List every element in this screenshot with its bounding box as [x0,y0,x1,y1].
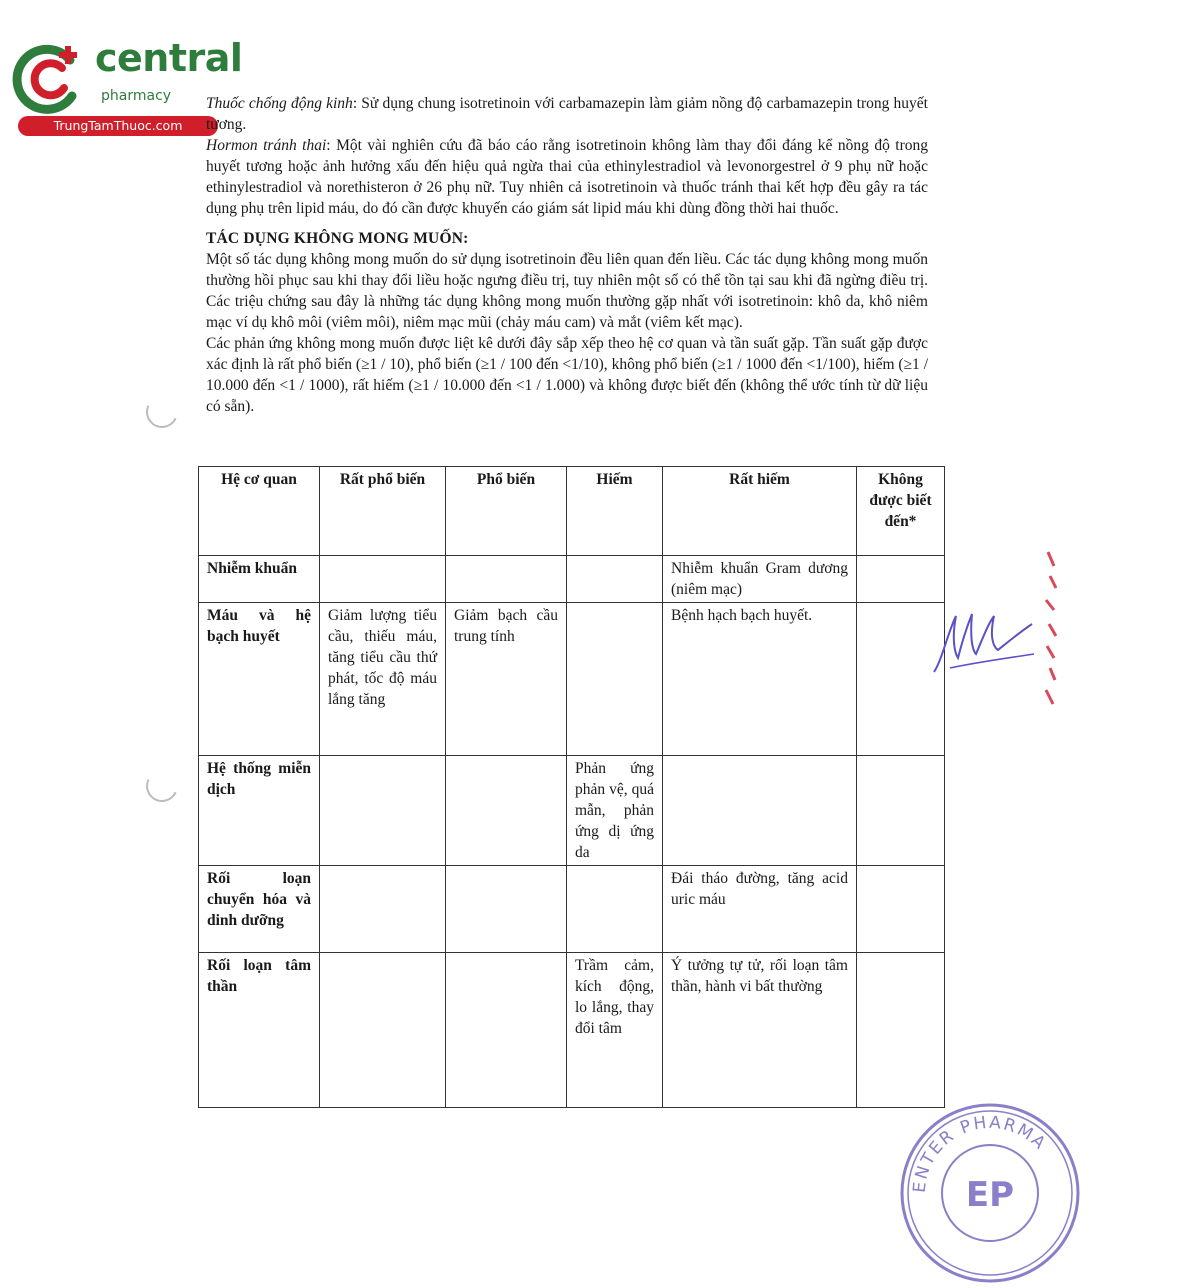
table-cell [320,756,446,866]
logo-name: central [95,36,243,80]
signature-icon [928,602,1038,682]
table-header-cell: Hệ cơ quan [199,467,320,556]
table-header-row [199,467,945,556]
table-header-cell: Rất hiếm [663,467,857,556]
table-cell: Nhiễm khuẩn Gram dương (niêm mạc) [663,556,857,603]
adverse-effects-table [198,466,945,1108]
table-cell [663,756,857,866]
section-heading: TÁC DỤNG KHÔNG MONG MUỐN: [206,230,469,247]
table-cell [857,556,945,603]
logo-url-link[interactable]: TrungTamThuoc.com [18,116,218,136]
table-row [199,556,945,603]
paragraph-frequency: Các phản ứng không mong muốn được liệt kê dưới đây sắp xếp theo hệ cơ quan và tần suất gặp. Tần suất gặp được xác định là rất phổ biến (≥1 / 10), phổ biến (≥1 / 100 đến <1/10), không phổ biến (≥1 / 1000 đến <1/100), hiếm (≥1 / 10.000 đến <1 / 1000), rất hiếm (≥1 / 10.000 đến <1 / 1.000) và không được biết đến (không thể ước tính từ dữ liệu có sẵn). [206,335,928,415]
table-cell: Bệnh hạch bạch huyết. [663,603,857,756]
table-cell-organ: Nhiễm khuẩn [199,556,320,603]
table-header-cell: Không được biết đến* [857,467,945,556]
paragraph-adverse-intro: Một số tác dụng không mong muốn do sử dụng isotretinoin đều liên quan đến liều. Các tác dụng không mong muốn thường hồi phục sau khi thay đổi liều hoặc ngưng điều trị, tuy nhiên một số có thể tồn tại sau khi đã ngừng điều trị. Các triệu chứng sau đây là những tác dụng không mong muốn thường gặp nhất với isotretinoin: khô da, khô niêm mạc ví dụ khô môi (viêm môi), niêm mạc mũi (chảy máu cam) và mắt (viêm kết mạc). [206,251,928,331]
table-cell [446,866,567,953]
table-cell [446,756,567,866]
table-row [199,866,945,953]
table-header-cell: Hiếm [567,467,663,556]
table-cell-organ: Máu và hệ bạch huyết [199,603,320,756]
table-cell: Giảm lượng tiểu cầu, thiếu máu, tăng tiểu cầu thứ phát, tốc độ máu lắng tăng [320,603,446,756]
company-seal-icon [895,1098,1085,1288]
red-stamp-edge-icon [1040,548,1062,708]
punch-hole [141,765,182,806]
central-pharmacy-logo[interactable] [10,36,243,136]
table-cell: Phản ứng phản vệ, quá mẫn, phản ứng dị ứng da [567,756,663,866]
paragraph-text: : Sử dụng chung isotretinoin với carbamazepin làm giảm nồng độ carbamazepin trong huyết tương. [206,95,928,133]
punch-hole [141,391,182,432]
table-cell: Ý tưởng tự tử, rối loạn tâm thần, hành vi bất thường [663,953,857,1108]
table-cell [446,556,567,603]
table-cell: Giảm bạch cầu trung tính [446,603,567,756]
logo-mark-icon [10,38,92,120]
table-cell-organ: Rối loạn tâm thần [199,953,320,1108]
table-cell [567,603,663,756]
paragraph-text: : Một vài nghiên cứu đã báo cáo rằng isotretinoin không làm thay đổi đáng kể nồng độ trong huyết tương hoặc ảnh hưởng xấu đến hiệu quả ngừa thai của ethinylestradiol và levonorgestrel ở 9 phụ nữ hoặc ethinylestradiol và norethisteron ở 26 phụ nữ. Tuy nhiên cả isotretinoin và thuốc tránh thai kết hợp đều gây ra tác dụng phụ trên lipid máu, do đó cần được khuyến cáo giám sát lipid máu khi dùng đồng thời hai thuốc. [206,137,928,217]
table-cell [320,953,446,1108]
logo-subtitle: pharmacy [101,88,172,104]
paragraph-label: Thuốc chống động kinh [206,95,353,112]
seal-text: ENTER PHARMA [909,1112,1051,1194]
table-cell [320,866,446,953]
table-cell: Đái tháo đường, tăng acid uric máu [663,866,857,953]
table-cell [567,866,663,953]
table-cell-organ: Rối loạn chuyển hóa và dinh dưỡng [199,866,320,953]
table-cell [857,866,945,953]
table-cell [857,953,945,1108]
table-cell [857,756,945,866]
paragraph-label: Hormon tránh thai [206,137,327,154]
table-row [199,603,945,756]
table-header-cell: Phổ biến [446,467,567,556]
paragraph-anticonvulsant [206,93,928,135]
table-cell: Trầm cảm, kích động, lo lắng, thay đổi tâm [567,953,663,1108]
table-header-cell: Rất phổ biến [320,467,446,556]
seal-initials: EP [965,1175,1015,1215]
paragraph-contraceptive [206,135,928,219]
table-row [199,953,945,1108]
table-cell-organ: Hệ thống miễn dịch [199,756,320,866]
table-cell [446,953,567,1108]
document-body [206,93,928,417]
table-cell [320,556,446,603]
table-row [199,756,945,866]
table-cell [567,556,663,603]
